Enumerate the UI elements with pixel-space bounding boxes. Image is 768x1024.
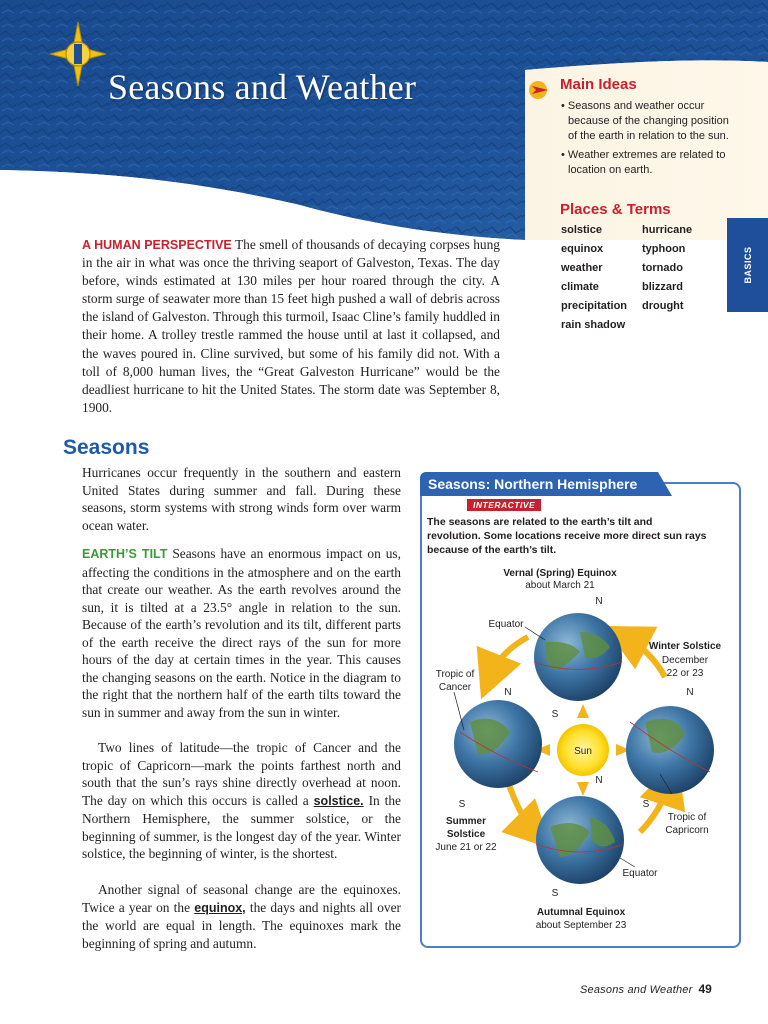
main-idea-item: • Seasons and weather occur because of the changing position of the earth in relation to the sun.: [561, 100, 729, 142]
svg-text:Vernal (Spring) Equinox: Vernal (Spring) Equinox: [503, 568, 617, 579]
svg-text:Tropic of: Tropic of: [667, 812, 707, 823]
term: rain shadow: [561, 319, 626, 331]
chapter-title: Seasons and Weather: [108, 67, 417, 107]
arrow-icon: [528, 80, 554, 100]
key-term-equinox[interactable]: equinox,: [194, 900, 246, 915]
body-text: Seasons have an enormous impact on us, affecting the conditions in the atmosphere and on the earth that create our weather. As the earth revolves around the sun, it is tilted at a 23.5° angle in relation to the sun. Because of the earth’s revolution and its tilt, different parts of the earth receive the direct rays of the sun for more hours of the day at certain times in the year. This causes the changing seasons on the earth. Notice in the diagram to the right that the northern half of the earth tilts toward the sun in summer and away from the sun in winter.: [82, 546, 401, 720]
svg-text:Equator: Equator: [488, 619, 524, 630]
term: precipitation: [561, 300, 628, 312]
main-idea-item: • Weather extremes are related to location on earth.: [561, 149, 726, 176]
term: equinox: [561, 243, 604, 255]
svg-text:N: N: [686, 687, 694, 698]
term: climate: [561, 281, 599, 293]
svg-text:Cancer: Cancer: [438, 682, 472, 693]
page-number: 49: [698, 982, 712, 996]
svg-text:Tropic of: Tropic of: [435, 669, 475, 680]
svg-text:about September 23: about September 23: [535, 920, 627, 931]
earth-autumnal: [536, 796, 624, 884]
svg-text:Solstice: Solstice: [446, 829, 486, 840]
term: weather: [561, 262, 603, 274]
key-term-solstice[interactable]: solstice.: [313, 793, 364, 808]
footer-chapter: Seasons and Weather: [580, 984, 693, 996]
svg-text:Summer: Summer: [445, 816, 487, 827]
earth-vernal: [534, 613, 622, 701]
term: tornado: [642, 262, 683, 274]
svg-text:22 or 23: 22 or 23: [666, 668, 704, 679]
compass-icon: [50, 22, 106, 86]
term-row: [561, 224, 731, 243]
body-paragraph: Hurricanes occur frequently in the southern and eastern United States during summer and fall. During these seasons, storm systems with strong winds form over warm ocean water.: [82, 465, 401, 533]
page-footer: [580, 982, 712, 996]
body-paragraph: [82, 739, 401, 863]
body-text: Two lines of latitude—the tropic of Cancer and the tropic of Capricorn—mark the points farthest north and south that the sun’s rays shine directly overhead at noon. The day on which this occurs is called a: [82, 740, 401, 808]
interactive-badge[interactable]: INTERACTIVE: [467, 499, 541, 511]
earth-winter: [626, 706, 714, 794]
term-row: [561, 300, 731, 319]
body-text: Another signal of seasonal change are the equinoxes. Twice a year on the: [82, 882, 401, 915]
term-row: [561, 243, 731, 262]
body-paragraph: [82, 545, 401, 721]
orbit-arrow: [508, 782, 535, 832]
intro-lead: A HUMAN PERSPECTIVE: [82, 238, 232, 252]
svg-text:N: N: [504, 687, 512, 698]
intro-paragraph: [82, 236, 500, 417]
body-text: In the Northern Hemisphere, the summer solstice, or the beginning of summer, is the longest day of the year. Winter solstice, the beginning of winter, is the shortest.: [82, 792, 401, 862]
orbit-diagram: [420, 472, 741, 948]
earths-tilt-lead: EARTH’S TILT: [82, 547, 168, 561]
term: solstice: [561, 224, 602, 236]
svg-text:I: I: [77, 59, 79, 60]
body-paragraph: [82, 881, 401, 952]
term: drought: [642, 300, 684, 312]
svg-text:Sun: Sun: [574, 746, 592, 757]
section-heading: Seasons: [63, 436, 150, 459]
svg-text:S: S: [551, 888, 559, 899]
term-row: [561, 281, 731, 300]
term-row: [561, 319, 731, 338]
svg-text:Equator: Equator: [622, 868, 658, 879]
term: [642, 319, 723, 338]
earth-summer: [454, 700, 542, 788]
svg-text:December: December: [661, 655, 709, 666]
svg-text:N: N: [595, 775, 603, 786]
side-tab-label: BASICS: [742, 246, 753, 284]
term-row: [561, 262, 731, 281]
orbit-arrow: [490, 637, 528, 677]
main-ideas-list: [560, 99, 730, 178]
svg-text:Capricorn: Capricorn: [665, 825, 709, 836]
intro-text: The smell of thousands of decaying corpses hung in the air in what was once the thriving seaport of Galveston, Texas. The day before, winds estimated at 130 miles per hour roared through the city. A storm surge of seawater more than 15 feet high pushed a wall of debris across the island of Galveston. Through this turmoil, Isaac Cline’s family huddled in their home. A trolley trestle rammed the house until at last it collapsed, and the waves poured in. Cline survived, but some of his family did not. With a toll of 8,000 human lives, the “Great Galveston Hurricane” would be the deadliest hurricane to hit the United States. The storm date was September 8, 1900.: [82, 237, 501, 415]
body-text: the days and nights all over the world are equal in length. The equinoxes mark the beginning of spring and autumn.: [82, 899, 401, 951]
svg-text:S: S: [642, 799, 650, 810]
main-ideas-box: [560, 76, 730, 182]
svg-text:S: S: [458, 799, 466, 810]
term: typhoon: [642, 243, 686, 255]
term: blizzard: [642, 281, 683, 293]
svg-text:about March 21: about March 21: [525, 580, 595, 591]
side-tab-basics[interactable]: [727, 218, 768, 312]
seasons-diagram: [420, 472, 741, 948]
diagram-title: Seasons: Northern Hemisphere: [420, 472, 658, 496]
svg-text:Autumnal Equinox: Autumnal Equinox: [536, 907, 626, 918]
places-terms-list: [561, 224, 731, 338]
svg-text:Winter Solstice: Winter Solstice: [648, 641, 722, 652]
svg-text:S: S: [551, 709, 559, 720]
term: hurricane: [642, 224, 693, 236]
svg-text:June 21 or 22: June 21 or 22: [435, 842, 497, 853]
places-terms-heading: Places & Terms: [560, 201, 671, 218]
diagram-caption: The seasons are related to the earth’s tilt and revolution. Some locations receive more direct sun rays because of the earth’s tilt.: [427, 516, 707, 556]
svg-text:N: N: [595, 596, 603, 607]
main-ideas-heading: Main Ideas: [560, 76, 637, 93]
